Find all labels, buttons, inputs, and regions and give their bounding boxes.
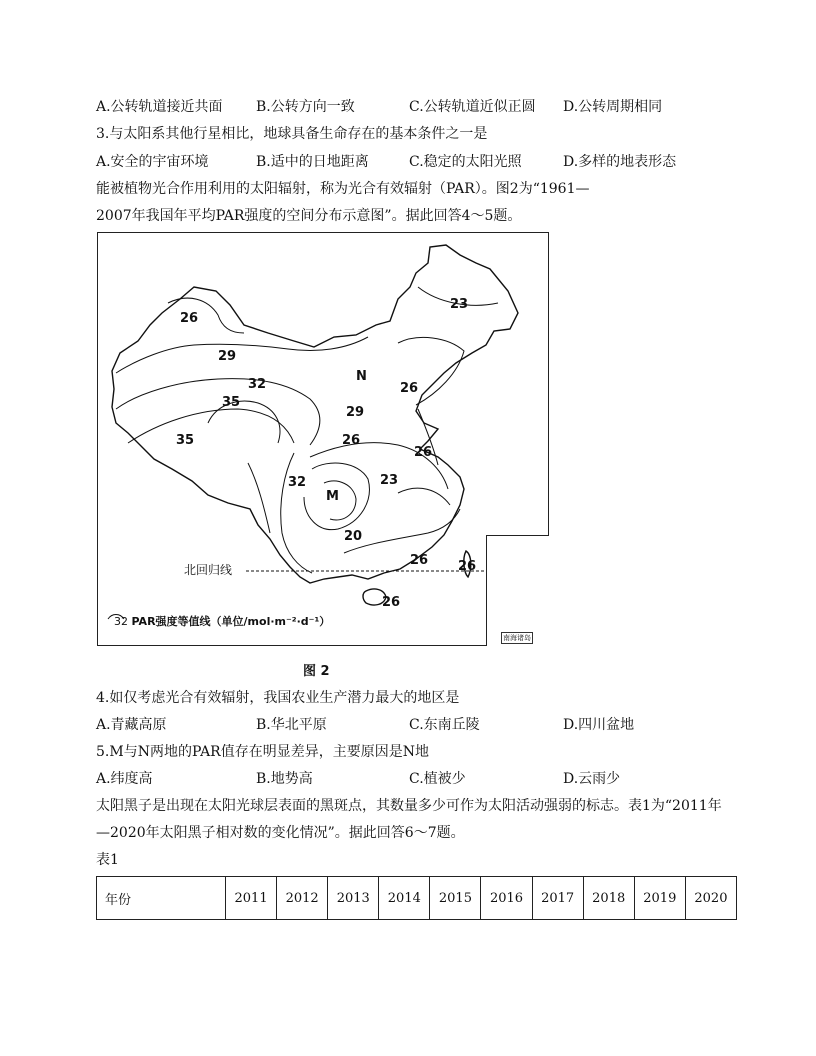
- year-cell: 2020: [685, 877, 736, 920]
- year-cell: 2013: [328, 877, 379, 920]
- south-china-sea-inset: [486, 535, 549, 646]
- map-value-26-e: 26: [414, 445, 433, 460]
- q3-stem: 3.与太阳系其他行星相比，地球具备生命存在的基本条件之一是: [96, 126, 488, 142]
- q5-option-c[interactable]: C.植被少: [409, 771, 466, 787]
- figure-caption: 图 2: [303, 664, 330, 679]
- point-m-label: M: [326, 489, 339, 504]
- q4-option-b[interactable]: B.华北平原: [256, 717, 327, 733]
- year-cell: 2012: [277, 877, 328, 920]
- year-cell: 2018: [583, 877, 634, 920]
- map-value-26-s: 26: [382, 595, 401, 610]
- q5-option-a[interactable]: A.纬度高: [96, 771, 153, 787]
- map-value-23-ne: 23: [450, 297, 469, 312]
- q4-stem: 4.如仅考虑光合有效辐射，我国农业生产潜力最大的地区是: [96, 690, 460, 706]
- table-row: [97, 877, 737, 920]
- year-cell: 2017: [532, 877, 583, 920]
- isoline-35-a: [128, 409, 294, 443]
- year-cell: 2019: [634, 877, 685, 920]
- map-value-35-w1: 35: [222, 395, 241, 410]
- q4-option-c[interactable]: C.东南丘陵: [409, 717, 480, 733]
- map-legend: [108, 613, 330, 629]
- map-value-26-se: 26: [410, 553, 429, 568]
- table-title: 表1: [96, 852, 119, 868]
- map-value-20-s: 20: [344, 529, 363, 544]
- map-value-23-c: 23: [380, 473, 399, 488]
- q5-options: [96, 768, 736, 788]
- tropic-of-cancer-label: 北回归线: [184, 563, 233, 577]
- sunspot-intro-line2: —2020年太阳黑子相对数的变化情况”。据此回答6～7题。: [96, 825, 465, 841]
- map-value-32-sw: 32: [288, 475, 307, 490]
- q5-option-d[interactable]: D.云雨少: [563, 771, 621, 787]
- inset-label: 南海诸岛: [503, 634, 531, 642]
- q4-option-d[interactable]: D.四川盆地: [563, 717, 635, 733]
- q3-options: [96, 151, 736, 171]
- sunspot-table: [96, 876, 737, 920]
- map-value-26-nw: 26: [180, 311, 199, 326]
- isoline-35-b: [208, 401, 280, 443]
- map-value-26-ne: 26: [400, 381, 419, 396]
- par-intro-line1: 能被植物光合作用利用的太阳辐射，称为光合有效辐射（PAR）。图2为“1961—: [96, 181, 590, 197]
- point-n-label: N: [356, 369, 367, 384]
- q2-option-c[interactable]: C.公转轨道近似正圆: [409, 99, 536, 115]
- isoline-32: [116, 379, 320, 445]
- map-value-26-tw: 26: [458, 559, 477, 574]
- q3-option-c[interactable]: C.稳定的太阳光照: [409, 154, 522, 170]
- year-cell: 2014: [379, 877, 430, 920]
- year-cell: 2015: [430, 877, 481, 920]
- legend-text: PAR强度等值线（单位/mol·m⁻²·d⁻¹）: [131, 615, 331, 628]
- year-cell: 2011: [226, 877, 277, 920]
- map-value-26-c: 26: [342, 433, 361, 448]
- map-value-29-n: 29: [218, 349, 237, 364]
- par-map-figure: [97, 232, 549, 646]
- q4-option-a[interactable]: A.青藏高原: [96, 717, 167, 733]
- q3-option-d[interactable]: D.多样的地表形态: [563, 154, 677, 170]
- china-map-svg: [98, 233, 548, 645]
- q3-option-b[interactable]: B.适中的日地距离: [256, 154, 369, 170]
- q5-option-b[interactable]: B.地势高: [256, 771, 313, 787]
- isoline-southeast: [398, 488, 450, 505]
- q5-stem: 5.M与N两地的PAR值存在明显差异，主要原因是N地: [96, 744, 429, 760]
- q4-options: [96, 714, 736, 734]
- legend-value: 32: [114, 615, 128, 628]
- isoline-west-c: [248, 463, 270, 533]
- q3-option-a[interactable]: A.安全的宇宙环境: [96, 154, 209, 170]
- map-value-32-w: 32: [248, 377, 267, 392]
- table-header-cell: 年份: [97, 877, 226, 920]
- q2-options: [96, 96, 736, 116]
- q2-option-b[interactable]: B.公转方向一致: [256, 99, 355, 115]
- year-cell: 2016: [481, 877, 532, 920]
- q2-option-d[interactable]: D.公转周期相同: [563, 99, 663, 115]
- par-intro-line2: 2007年我国年平均PAR强度的空间分布示意图”。据此回答4～5题。: [96, 208, 522, 224]
- isoline-29-n: [116, 337, 368, 373]
- q2-option-a[interactable]: A.公转轨道接近共面: [96, 99, 223, 115]
- sunspot-intro-line1: 太阳黑子是出现在太阳光球层表面的黑斑点，其数量多少可作为太阳活动强弱的标志。表1为“2011年: [96, 798, 722, 814]
- map-value-35-w2: 35: [176, 433, 195, 448]
- map-value-29-c: 29: [346, 405, 365, 420]
- china-outline: [112, 245, 518, 583]
